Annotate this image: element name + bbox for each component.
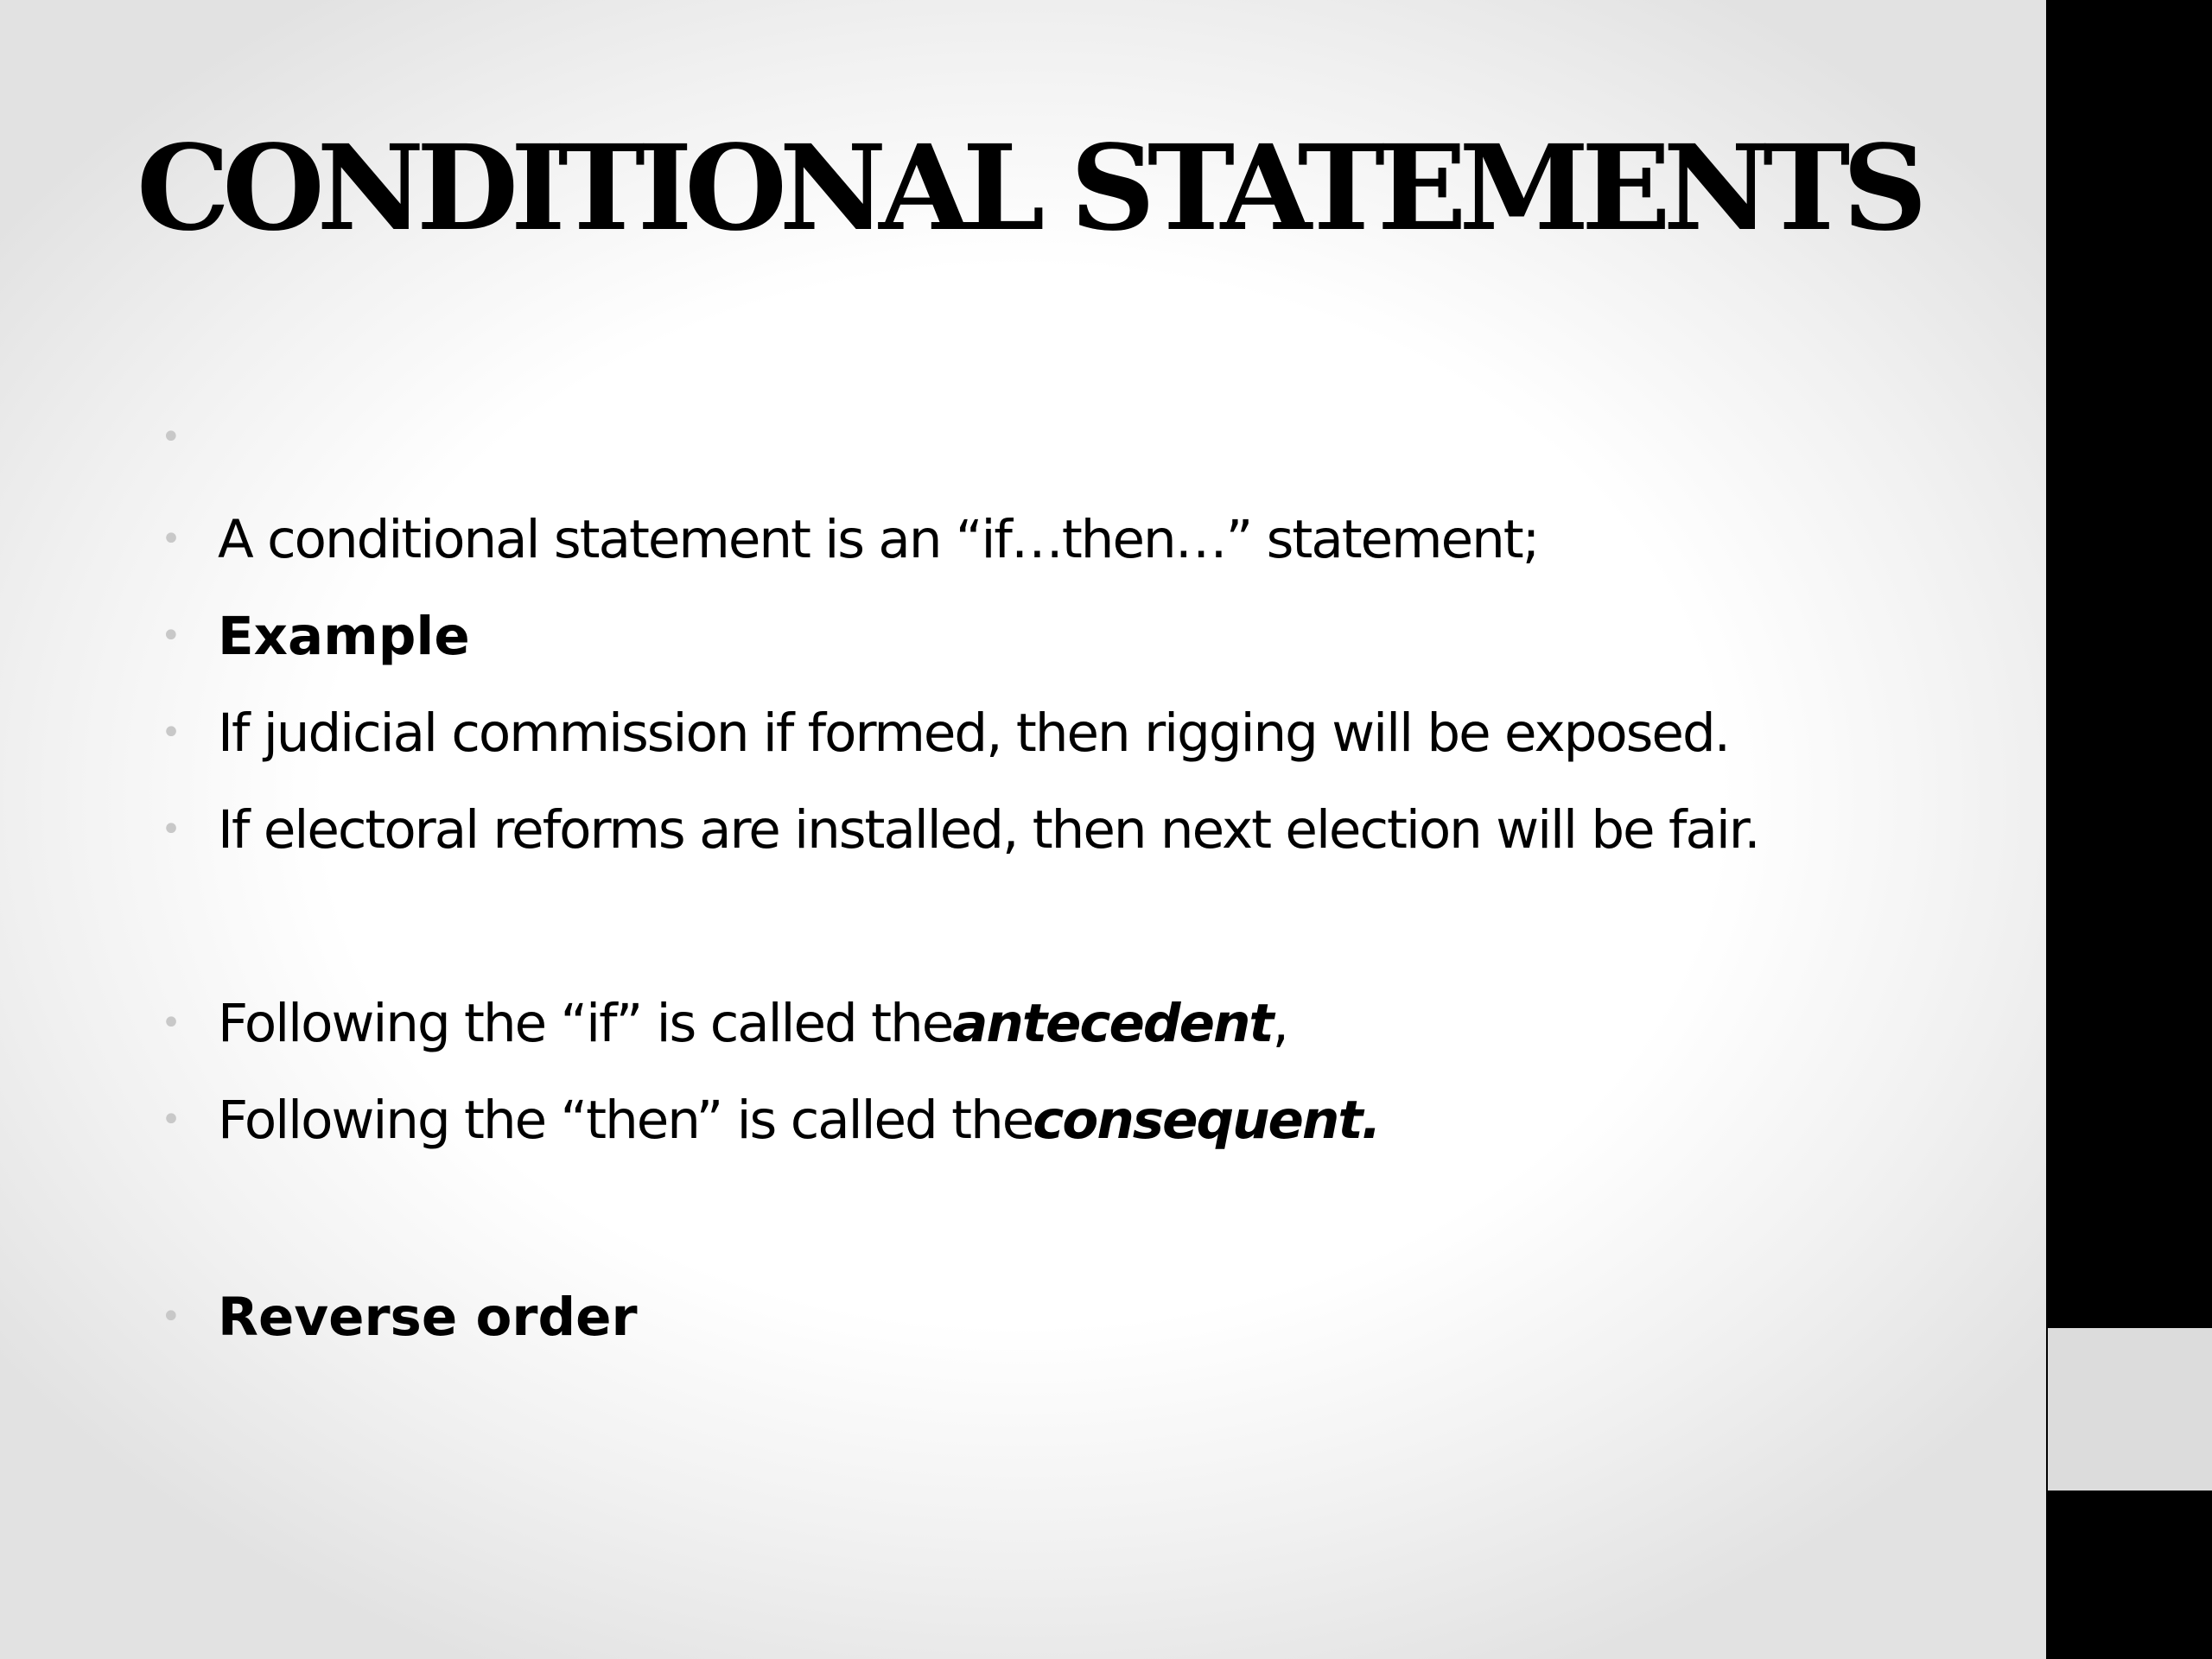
bullet-text: Example (218, 605, 470, 667)
term-antecedent: antecedent (952, 992, 1273, 1054)
term-consequent: consequent. (1033, 1089, 1380, 1151)
slide-title: CONDITIONAL STATEMENTS (137, 119, 1920, 257)
bullet-dot-icon: • (161, 1003, 180, 1043)
bullet-suffix: , (1272, 992, 1287, 1054)
side-panel-band (2048, 1328, 2212, 1491)
bullet-item-consequent (161, 1085, 1380, 1154)
bullet-dot-icon: • (161, 1297, 181, 1337)
bullet-item-example-1 (161, 698, 1729, 767)
bullet-item-example-heading (161, 601, 470, 671)
bullet-text: Following the “then” is called the (218, 1089, 1033, 1151)
bullet-text: A conditional statement is an “if…then…” statement; (218, 508, 1539, 570)
bullet-item-reverse-order (161, 1282, 638, 1351)
bullet-item-definition (161, 505, 1538, 574)
bullet-text: Following the “if” is called the (218, 992, 953, 1054)
bullet-item-empty (161, 403, 218, 472)
bullet-dot-icon: • (161, 713, 180, 753)
bullet-item-antecedent (161, 988, 1287, 1058)
bullet-text: If electoral reforms are installed, then next election will be fair. (218, 798, 1759, 861)
bullet-text: Reverse order (218, 1286, 638, 1348)
bullet-dot-icon: • (161, 519, 180, 559)
bullet-dot-icon: • (161, 810, 180, 849)
bullet-item-example-2 (161, 795, 1759, 864)
bullet-text: If judicial commission if formed, then rigging will be exposed. (218, 702, 1730, 764)
bullet-dot-icon: • (161, 1100, 180, 1140)
bullet-dot-icon: • (161, 616, 181, 656)
bullet-dot-icon: • (161, 417, 181, 457)
